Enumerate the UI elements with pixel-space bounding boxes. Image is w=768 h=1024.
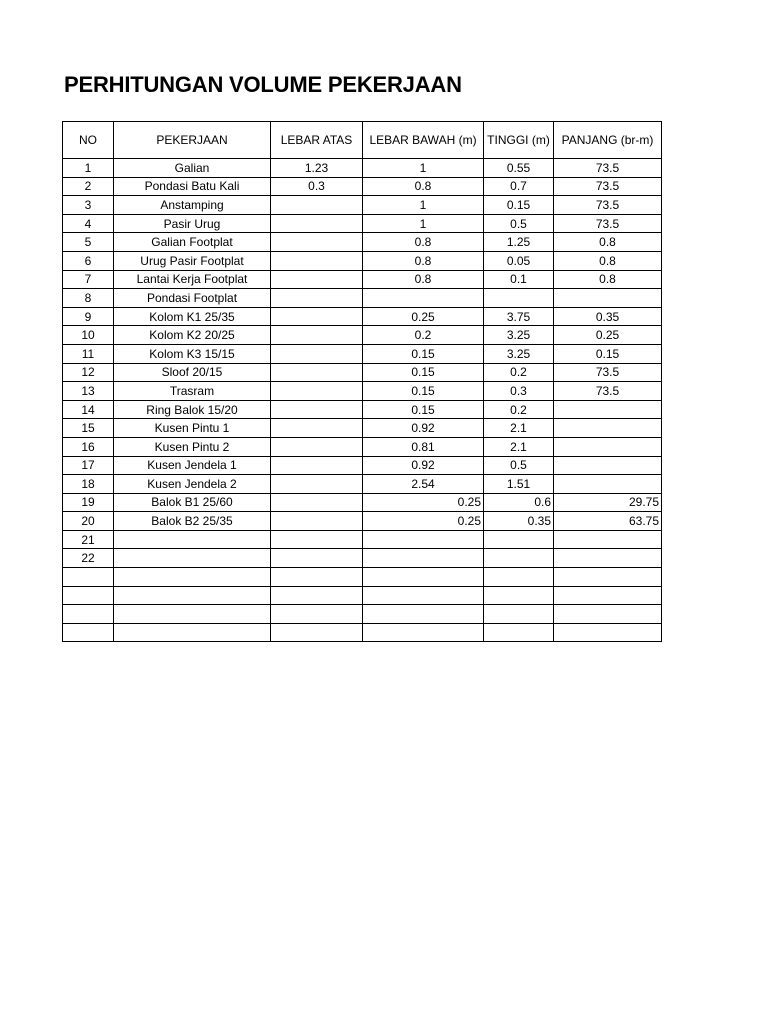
cell-no: 20 [63,512,114,531]
cell-lebar-bawah [363,586,484,605]
cell-lebar-atas [271,326,363,345]
cell-pekerjaan [114,605,271,624]
cell-panjang [554,475,662,494]
table-row [63,437,662,456]
cell-pekerjaan [114,568,271,587]
cell-tinggi: 0.15 [484,196,554,215]
cell-panjang [554,437,662,456]
cell-lebar-bawah [363,289,484,308]
cell-pekerjaan: Pasir Urug [114,214,271,233]
cell-pekerjaan [114,586,271,605]
table-row [63,382,662,401]
cell-tinggi [484,586,554,605]
cell-panjang [554,419,662,438]
cell-lebar-bawah: 0.25 [363,493,484,512]
cell-pekerjaan: Galian [114,159,271,178]
cell-lebar-bawah: 0.92 [363,456,484,475]
cell-lebar-atas [271,493,363,512]
cell-panjang: 73.5 [554,177,662,196]
cell-no: 1 [63,159,114,178]
cell-lebar-atas [271,419,363,438]
cell-no: 3 [63,196,114,215]
table-body [63,159,662,642]
cell-panjang: 0.8 [554,251,662,270]
cell-pekerjaan: Lantai Kerja Footplat [114,270,271,289]
cell-no: 4 [63,214,114,233]
table-row [63,456,662,475]
cell-lebar-bawah: 0.8 [363,233,484,252]
cell-lebar-atas: 0.3 [271,177,363,196]
table-header-row [63,122,662,159]
table-row [63,270,662,289]
table-row [63,233,662,252]
table-row [63,251,662,270]
header-lebar-atas: LEBAR ATAS [271,122,363,159]
cell-lebar-atas [271,307,363,326]
cell-lebar-atas [271,549,363,568]
table-row [63,493,662,512]
cell-lebar-bawah: 1 [363,159,484,178]
cell-pekerjaan [114,623,271,642]
cell-panjang: 73.5 [554,382,662,401]
cell-tinggi: 3.75 [484,307,554,326]
cell-no: 7 [63,270,114,289]
cell-tinggi: 1.51 [484,475,554,494]
cell-panjang [554,605,662,624]
table-row [63,623,662,642]
cell-lebar-bawah: 0.8 [363,251,484,270]
cell-tinggi: 3.25 [484,326,554,345]
cell-lebar-bawah: 0.92 [363,419,484,438]
cell-panjang: 73.5 [554,363,662,382]
cell-lebar-atas [271,270,363,289]
cell-tinggi [484,623,554,642]
cell-tinggi: 3.25 [484,344,554,363]
cell-no: 2 [63,177,114,196]
volume-table [62,121,662,642]
cell-tinggi [484,530,554,549]
cell-panjang: 73.5 [554,196,662,215]
cell-panjang: 0.15 [554,344,662,363]
cell-tinggi: 0.35 [484,512,554,531]
cell-no: 16 [63,437,114,456]
cell-tinggi [484,549,554,568]
table-row [63,530,662,549]
cell-tinggi: 1.25 [484,233,554,252]
cell-panjang: 0.8 [554,233,662,252]
cell-panjang: 29.75 [554,493,662,512]
table-row [63,363,662,382]
cell-tinggi [484,289,554,308]
cell-pekerjaan [114,530,271,549]
table-row [63,605,662,624]
cell-no: 10 [63,326,114,345]
cell-lebar-atas: 1.23 [271,159,363,178]
table-row [63,400,662,419]
cell-panjang [554,400,662,419]
cell-tinggi: 0.5 [484,214,554,233]
cell-lebar-atas [271,400,363,419]
page-title: PERHITUNGAN VOLUME PEKERJAAN [64,72,462,97]
cell-lebar-atas [271,437,363,456]
cell-lebar-atas [271,586,363,605]
cell-panjang [554,456,662,475]
cell-pekerjaan: Balok B1 25/60 [114,493,271,512]
cell-pekerjaan: Kusen Jendela 2 [114,475,271,494]
cell-tinggi: 0.5 [484,456,554,475]
cell-lebar-atas [271,623,363,642]
cell-lebar-bawah [363,568,484,587]
table-row [63,159,662,178]
cell-tinggi: 0.2 [484,363,554,382]
cell-pekerjaan: Sloof 20/15 [114,363,271,382]
cell-no: 5 [63,233,114,252]
table-row [63,307,662,326]
cell-panjang [554,568,662,587]
cell-pekerjaan: Trasram [114,382,271,401]
cell-no: 18 [63,475,114,494]
table-row [63,568,662,587]
cell-lebar-bawah: 0.25 [363,512,484,531]
cell-lebar-bawah: 0.15 [363,382,484,401]
cell-no: 15 [63,419,114,438]
cell-lebar-atas [271,456,363,475]
cell-tinggi: 2.1 [484,437,554,456]
cell-tinggi: 0.1 [484,270,554,289]
cell-tinggi: 0.05 [484,251,554,270]
cell-no [63,623,114,642]
cell-no [63,605,114,624]
cell-panjang [554,549,662,568]
cell-pekerjaan: Pondasi Footplat [114,289,271,308]
cell-lebar-bawah: 0.8 [363,270,484,289]
cell-tinggi: 0.6 [484,493,554,512]
table-row [63,419,662,438]
cell-tinggi: 2.1 [484,419,554,438]
cell-lebar-atas [271,382,363,401]
cell-pekerjaan: Kolom K3 15/15 [114,344,271,363]
cell-no: 12 [63,363,114,382]
table-row [63,289,662,308]
cell-lebar-atas [271,475,363,494]
cell-pekerjaan: Kusen Pintu 2 [114,437,271,456]
cell-panjang: 0.35 [554,307,662,326]
cell-lebar-bawah: 1 [363,196,484,215]
cell-lebar-atas [271,344,363,363]
cell-tinggi: 0.3 [484,382,554,401]
cell-lebar-bawah: 0.2 [363,326,484,345]
cell-lebar-bawah: 0.8 [363,177,484,196]
cell-no [63,586,114,605]
cell-no: 22 [63,549,114,568]
cell-pekerjaan: Kusen Pintu 1 [114,419,271,438]
cell-pekerjaan: Ring Balok 15/20 [114,400,271,419]
cell-panjang: 73.5 [554,214,662,233]
cell-tinggi [484,568,554,587]
cell-lebar-atas [271,530,363,549]
cell-lebar-atas [271,605,363,624]
cell-tinggi [484,605,554,624]
cell-lebar-atas [271,233,363,252]
cell-pekerjaan: Kolom K1 25/35 [114,307,271,326]
table-row [63,586,662,605]
cell-lebar-atas [271,289,363,308]
cell-pekerjaan [114,549,271,568]
header-tinggi: TINGGI (m) [484,122,554,159]
table-row [63,344,662,363]
cell-pekerjaan: Balok B2 25/35 [114,512,271,531]
cell-panjang: 0.8 [554,270,662,289]
cell-pekerjaan: Kusen Jendela 1 [114,456,271,475]
cell-lebar-atas [271,214,363,233]
table-row [63,549,662,568]
table-row [63,177,662,196]
cell-tinggi: 0.7 [484,177,554,196]
cell-no: 17 [63,456,114,475]
cell-panjang [554,623,662,642]
cell-lebar-atas [271,568,363,587]
cell-panjang [554,530,662,549]
cell-lebar-bawah: 1 [363,214,484,233]
cell-panjang: 63.75 [554,512,662,531]
cell-no: 19 [63,493,114,512]
cell-panjang: 0.25 [554,326,662,345]
cell-lebar-bawah [363,530,484,549]
cell-tinggi: 0.55 [484,159,554,178]
cell-lebar-bawah: 2.54 [363,475,484,494]
cell-lebar-bawah [363,623,484,642]
header-lebar-bawah: LEBAR BAWAH (m) [363,122,484,159]
cell-lebar-bawah: 0.25 [363,307,484,326]
cell-tinggi: 0.2 [484,400,554,419]
cell-no: 14 [63,400,114,419]
cell-no: 21 [63,530,114,549]
cell-no: 9 [63,307,114,326]
cell-lebar-bawah [363,549,484,568]
cell-no: 6 [63,251,114,270]
cell-pekerjaan: Urug Pasir Footplat [114,251,271,270]
cell-lebar-atas [271,512,363,531]
cell-lebar-bawah: 0.15 [363,400,484,419]
cell-pekerjaan: Pondasi Batu Kali [114,177,271,196]
table-row [63,326,662,345]
table-row [63,214,662,233]
table-row [63,475,662,494]
cell-lebar-atas [271,363,363,382]
cell-no: 11 [63,344,114,363]
header-no: NO [63,122,114,159]
table-row [63,512,662,531]
cell-lebar-bawah: 0.15 [363,363,484,382]
cell-panjang: 73.5 [554,159,662,178]
cell-no: 13 [63,382,114,401]
cell-lebar-bawah: 0.15 [363,344,484,363]
cell-lebar-atas [271,251,363,270]
cell-panjang [554,586,662,605]
cell-no: 8 [63,289,114,308]
cell-pekerjaan: Kolom K2 20/25 [114,326,271,345]
header-pekerjaan: PEKERJAAN [114,122,271,159]
cell-pekerjaan: Galian Footplat [114,233,271,252]
cell-pekerjaan: Anstamping [114,196,271,215]
cell-no [63,568,114,587]
cell-lebar-bawah: 0.81 [363,437,484,456]
header-panjang: PANJANG (br-m) [554,122,662,159]
cell-lebar-atas [271,196,363,215]
table-row [63,196,662,215]
cell-lebar-bawah [363,605,484,624]
cell-panjang [554,289,662,308]
